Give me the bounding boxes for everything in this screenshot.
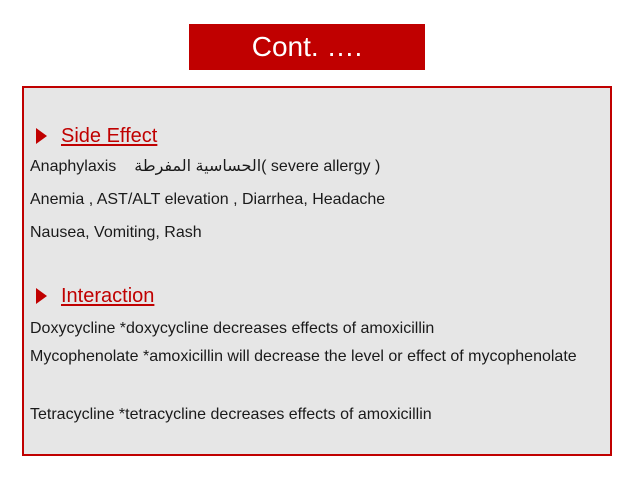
interaction-heading-text: Interaction <box>61 285 155 307</box>
content-panel <box>22 86 612 456</box>
side-effect-heading <box>36 124 157 148</box>
anaphylaxis-arabic: الحساسية المفرطة <box>134 158 262 175</box>
slide-title: Cont. …. <box>189 24 425 70</box>
interaction-heading <box>36 284 154 308</box>
anaphylaxis-note: ( severe allergy ) <box>261 158 381 175</box>
side-effect-line-2: Anemia , AST/ALT elevation , Diarrhea, Headache <box>30 191 386 208</box>
arrow-bullet-icon <box>36 288 47 304</box>
anaphylaxis-term: Anaphylaxis <box>30 158 117 175</box>
interaction-line-doxycycline: Doxycycline *doxycycline decreases effects of amoxicillin <box>30 320 435 337</box>
interaction-line-tetracycline: Tetracycline *tetracycline decreases effects of amoxicillin <box>30 406 432 423</box>
side-effect-line-3: Nausea, Vomiting, Rash <box>30 224 202 241</box>
side-effect-heading-text: Side Effect <box>61 125 158 147</box>
arrow-bullet-icon <box>36 128 47 144</box>
side-effect-line-anaphylaxis <box>30 156 380 178</box>
interaction-line-mycophenolate: Mycophenolate *amoxicillin will decrease the level or effect of mycophenolate <box>30 348 577 365</box>
